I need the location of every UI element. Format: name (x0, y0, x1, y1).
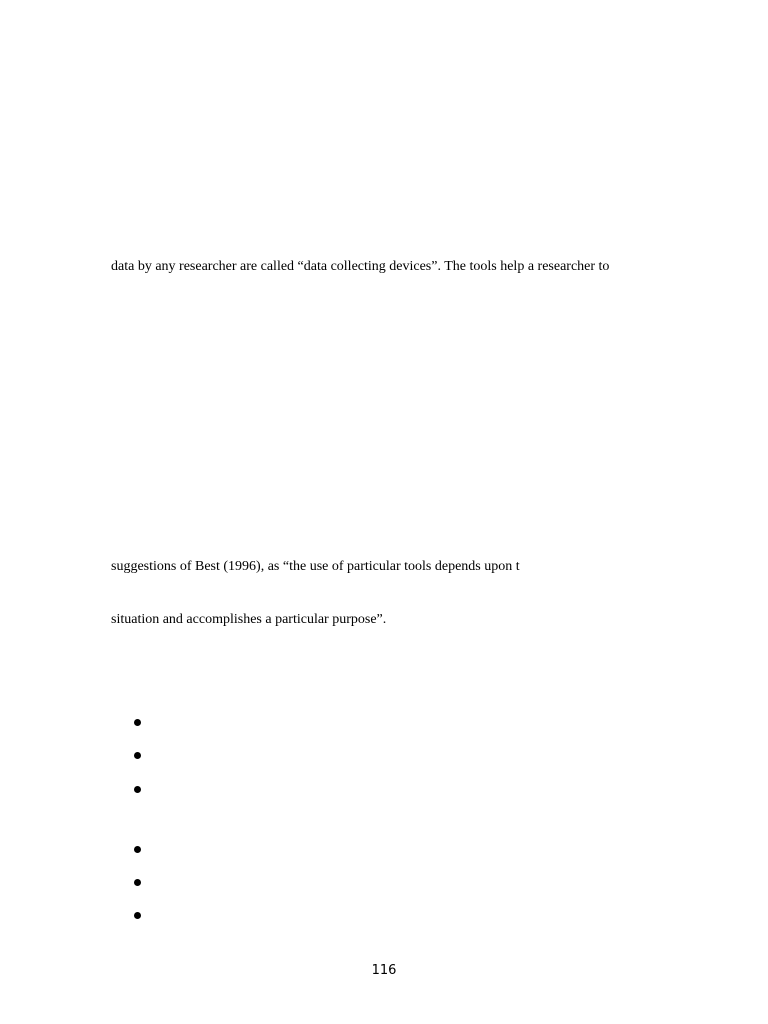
bullet-point-6 (134, 912, 141, 919)
text-line-1: data by any researcher are called “data collecting devices”. The tools help a researcher to (111, 259, 610, 274)
text-line-3: situation and accomplishes a particular purpose”. (111, 612, 387, 627)
bullet-point-2 (134, 752, 141, 759)
bullet-point-4 (134, 846, 141, 853)
page-number: 116 (371, 963, 397, 978)
text-line-2: suggestions of Best (1996), as “the use of particular tools depends upon t (111, 559, 520, 574)
bullet-point-5 (134, 879, 141, 886)
bullet-point-1 (134, 719, 141, 726)
bullet-point-3 (134, 786, 141, 793)
